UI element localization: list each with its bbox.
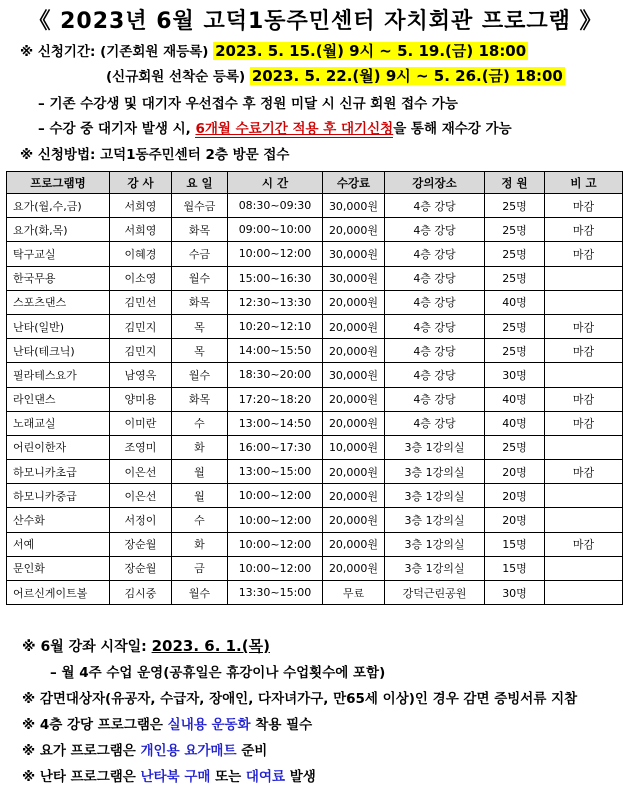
column-header: 수강료 — [323, 172, 385, 194]
column-header: 강 사 — [110, 172, 172, 194]
table-cell: 마감 — [545, 460, 623, 484]
table-row — [7, 194, 623, 218]
table-cell — [545, 435, 623, 459]
table-header-row — [7, 172, 623, 194]
shoes-highlight: 실내용 운동화 — [167, 717, 251, 733]
table-cell: 서희영 — [110, 194, 172, 218]
table-cell: 4층 강당 — [385, 194, 485, 218]
table-cell: 장순월 — [110, 532, 172, 556]
table-cell: 마감 — [545, 242, 623, 266]
nanta-mid: 또는 — [210, 769, 246, 785]
table-cell: 4층 강당 — [385, 363, 485, 387]
table-cell: 이은선 — [110, 484, 172, 508]
table-cell: 40명 — [485, 411, 545, 435]
table-row — [7, 508, 623, 532]
table-cell — [545, 484, 623, 508]
discount-note: ※ 감면대상자(유공자, 수급자, 장애인, 다자녀가구, 만65세 이상)인 경우 감면 증빙서류 지참 — [22, 691, 578, 707]
existing-period: 2023. 5. 15.(월) 9시 ~ 5. 19.(금) 18:00 — [215, 42, 527, 60]
table-cell: 월 — [172, 484, 228, 508]
table-cell: 마감 — [545, 532, 623, 556]
table-cell: 20,000원 — [323, 411, 385, 435]
table-cell: 라인댄스 — [7, 387, 110, 411]
table-cell: 양미용 — [110, 387, 172, 411]
nanta-highlight-rent: 대여료 — [245, 769, 286, 785]
table-cell: 스포츠댄스 — [7, 290, 110, 314]
apply-note-2 — [38, 117, 512, 137]
table-cell: 3층 1강의실 — [385, 460, 485, 484]
table-cell: 4층 강당 — [385, 266, 485, 290]
table-cell — [545, 581, 623, 605]
table-cell: 20,000원 — [323, 387, 385, 411]
table-cell: 25명 — [485, 435, 545, 459]
yoga-note — [22, 739, 267, 759]
table-cell — [545, 508, 623, 532]
table-cell: 김민지 — [110, 339, 172, 363]
table-cell: 20명 — [485, 484, 545, 508]
apply-note-1: – 기존 수강생 및 대기자 우선접수 후 정원 미달 시 신규 회원 접수 가능 — [38, 96, 458, 112]
table-cell: 3층 1강의실 — [385, 484, 485, 508]
table-cell — [545, 363, 623, 387]
page-title: 《 2023년 6월 고덕1동주민센터 자치회관 프로그램 》 — [28, 9, 603, 34]
table-cell: 13:30~15:00 — [228, 581, 323, 605]
table-cell: 17:20~18:20 — [228, 387, 323, 411]
table-cell: 이소영 — [110, 266, 172, 290]
table-cell: 이혜경 — [110, 242, 172, 266]
column-header: 비 고 — [545, 172, 623, 194]
table-cell: 12:30~13:30 — [228, 290, 323, 314]
table-cell: 요가(월,수,금) — [7, 194, 110, 218]
start-date: 2023. 6. 1.(목) — [151, 637, 270, 655]
start-date-line — [22, 635, 270, 656]
table-cell: 13:00~15:00 — [228, 460, 323, 484]
table-cell: 20,000원 — [323, 460, 385, 484]
table-cell: 서정이 — [110, 508, 172, 532]
table-cell: 20,000원 — [323, 484, 385, 508]
table-cell: 노래교실 — [7, 411, 110, 435]
table-cell: 15명 — [485, 556, 545, 580]
table-cell: 수 — [172, 508, 228, 532]
table-cell: 요가(화,목) — [7, 218, 110, 242]
table-row — [7, 484, 623, 508]
table-cell: 월수금 — [172, 194, 228, 218]
column-header: 요 일 — [172, 172, 228, 194]
table-cell: 김시중 — [110, 581, 172, 605]
note2-pre: – 수강 중 대기자 발생 시, — [38, 121, 196, 137]
table-cell: 하모니카초급 — [7, 460, 110, 484]
table-cell: 25명 — [485, 339, 545, 363]
nanta-note — [22, 765, 316, 785]
apply-label: ※ 신청기간: — [20, 44, 96, 60]
table-cell: 금 — [172, 556, 228, 580]
table-cell: 25명 — [485, 194, 545, 218]
table-cell: 25명 — [485, 242, 545, 266]
table-cell: 20,000원 — [323, 556, 385, 580]
table-cell: 30,000원 — [323, 266, 385, 290]
note2-post: 을 통해 재수강 가능 — [393, 121, 512, 137]
column-header: 시 간 — [228, 172, 323, 194]
table-cell: 30,000원 — [323, 242, 385, 266]
table-cell: 난타(테크닉) — [7, 339, 110, 363]
table-cell: 40명 — [485, 387, 545, 411]
table-cell: 필라테스요가 — [7, 363, 110, 387]
table-cell: 3층 1강의실 — [385, 435, 485, 459]
table-cell: 수 — [172, 411, 228, 435]
table-cell: 20,000원 — [323, 314, 385, 338]
table-cell: 14:00~15:50 — [228, 339, 323, 363]
yoga-post: 준비 — [236, 743, 268, 759]
table-cell: 25명 — [485, 314, 545, 338]
table-cell: 어르신게이트볼 — [7, 581, 110, 605]
table-cell: 조영미 — [110, 435, 172, 459]
table-cell: 10,000원 — [323, 435, 385, 459]
table-cell: 13:00~14:50 — [228, 411, 323, 435]
table-cell: 4층 강당 — [385, 314, 485, 338]
existing-label: (기존회원 재등록) — [100, 44, 209, 60]
table-cell: 18:30~20:00 — [228, 363, 323, 387]
table-cell: 40명 — [485, 290, 545, 314]
apply-new-line — [106, 65, 565, 86]
table-cell: 20,000원 — [323, 508, 385, 532]
table-row — [7, 314, 623, 338]
column-header: 프로그램명 — [7, 172, 110, 194]
table-cell: 4층 강당 — [385, 387, 485, 411]
table-cell: 월수 — [172, 363, 228, 387]
column-header: 정 원 — [485, 172, 545, 194]
shoes-post: 착용 필수 — [250, 717, 313, 733]
table-cell: 20,000원 — [323, 290, 385, 314]
table-cell — [545, 290, 623, 314]
table-cell: 목 — [172, 339, 228, 363]
table-cell: 25명 — [485, 266, 545, 290]
waitlist-rule-link: 6개월 수료기간 적용 후 대기신청 — [195, 121, 394, 137]
table-cell: 3층 1강의실 — [385, 508, 485, 532]
table-cell: 김민선 — [110, 290, 172, 314]
table-cell: 30명 — [485, 581, 545, 605]
table-body — [7, 194, 623, 605]
table-cell: 3층 1강의실 — [385, 556, 485, 580]
table-cell: 10:00~12:00 — [228, 532, 323, 556]
nanta-highlight-buy: 난타북 구매 — [140, 769, 211, 785]
new-label: (신규회원 선착순 등록) — [106, 69, 246, 85]
table-cell: 마감 — [545, 411, 623, 435]
table-cell: 화 — [172, 532, 228, 556]
table-cell: 월 — [172, 460, 228, 484]
table-cell: 한국무용 — [7, 266, 110, 290]
table-cell: 10:00~12:00 — [228, 556, 323, 580]
column-header: 강의장소 — [385, 172, 485, 194]
nanta-pre: ※ 난타 프로그램은 — [22, 769, 141, 785]
apply-existing-line — [20, 40, 528, 61]
table-cell: 16:00~17:30 — [228, 435, 323, 459]
program-table — [6, 171, 623, 605]
table-cell: 장순월 — [110, 556, 172, 580]
table-cell: 15:00~16:30 — [228, 266, 323, 290]
table-cell — [545, 556, 623, 580]
table-cell: 월수 — [172, 266, 228, 290]
table-cell: 08:30~09:30 — [228, 194, 323, 218]
table-cell: 난타(일반) — [7, 314, 110, 338]
start-label: ※ 6월 강좌 시작일: — [22, 639, 152, 655]
table-cell: 이은선 — [110, 460, 172, 484]
table-cell: 화목 — [172, 218, 228, 242]
table-cell: 수금 — [172, 242, 228, 266]
table-cell: 화목 — [172, 290, 228, 314]
table-cell: 30,000원 — [323, 194, 385, 218]
shoes-note — [22, 713, 312, 733]
table-row — [7, 435, 623, 459]
table-cell: 마감 — [545, 314, 623, 338]
table-cell: 30명 — [485, 363, 545, 387]
yoga-highlight: 개인용 요가매트 — [140, 743, 237, 759]
table-cell: 하모니카중급 — [7, 484, 110, 508]
table-row — [7, 363, 623, 387]
yoga-pre: ※ 요가 프로그램은 — [22, 743, 141, 759]
table-cell: 20,000원 — [323, 339, 385, 363]
table-cell: 서예 — [7, 532, 110, 556]
table-row — [7, 242, 623, 266]
table-cell: 어린이한자 — [7, 435, 110, 459]
table-cell: 강덕근린공원 — [385, 581, 485, 605]
table-row — [7, 266, 623, 290]
table-cell: 09:00~10:00 — [228, 218, 323, 242]
table-cell: 남영옥 — [110, 363, 172, 387]
table-cell: 화목 — [172, 387, 228, 411]
table-cell: 목 — [172, 314, 228, 338]
table-cell: 20명 — [485, 508, 545, 532]
table-row — [7, 290, 623, 314]
table-cell: 20명 — [485, 460, 545, 484]
table-cell: 30,000원 — [323, 363, 385, 387]
new-period: 2023. 5. 22.(월) 9시 ~ 5. 26.(금) 18:00 — [251, 67, 563, 85]
table-cell: 마감 — [545, 387, 623, 411]
nanta-post: 발생 — [285, 769, 316, 785]
table-cell: 25명 — [485, 218, 545, 242]
table-cell: 10:00~12:00 — [228, 484, 323, 508]
apply-method: ※ 신청방법: 고덕1동주민센터 2층 방문 접수 — [20, 147, 290, 163]
table-cell — [545, 266, 623, 290]
table-cell: 4층 강당 — [385, 218, 485, 242]
table-row — [7, 581, 623, 605]
table-row — [7, 556, 623, 580]
table-cell: 서희영 — [110, 218, 172, 242]
table-cell: 15명 — [485, 532, 545, 556]
table-cell: 무료 — [323, 581, 385, 605]
table-cell: 화 — [172, 435, 228, 459]
table-row — [7, 532, 623, 556]
table-row — [7, 411, 623, 435]
table-cell: 문인화 — [7, 556, 110, 580]
table-cell: 마감 — [545, 194, 623, 218]
table-cell: 3층 1강의실 — [385, 532, 485, 556]
table-cell: 월수 — [172, 581, 228, 605]
table-row — [7, 339, 623, 363]
table-row — [7, 460, 623, 484]
table-cell: 마감 — [545, 218, 623, 242]
table-cell: 이미란 — [110, 411, 172, 435]
table-cell: 4층 강당 — [385, 290, 485, 314]
weekly-note: – 월 4주 수업 운영(공휴일은 휴강이나 수업횟수에 포함) — [50, 665, 386, 681]
table-cell: 마감 — [545, 339, 623, 363]
table-cell: 4층 강당 — [385, 411, 485, 435]
table-cell: 산수화 — [7, 508, 110, 532]
table-cell: 20,000원 — [323, 532, 385, 556]
table-cell: 김민지 — [110, 314, 172, 338]
table-row — [7, 218, 623, 242]
table-cell: 4층 강당 — [385, 339, 485, 363]
table-cell: 10:20~12:10 — [228, 314, 323, 338]
table-cell: 20,000원 — [323, 218, 385, 242]
table-row — [7, 387, 623, 411]
table-cell: 4층 강당 — [385, 242, 485, 266]
table-cell: 10:00~12:00 — [228, 242, 323, 266]
shoes-pre: ※ 4층 강당 프로그램은 — [22, 717, 168, 733]
table-cell: 10:00~12:00 — [228, 508, 323, 532]
table-cell: 탁구교실 — [7, 242, 110, 266]
